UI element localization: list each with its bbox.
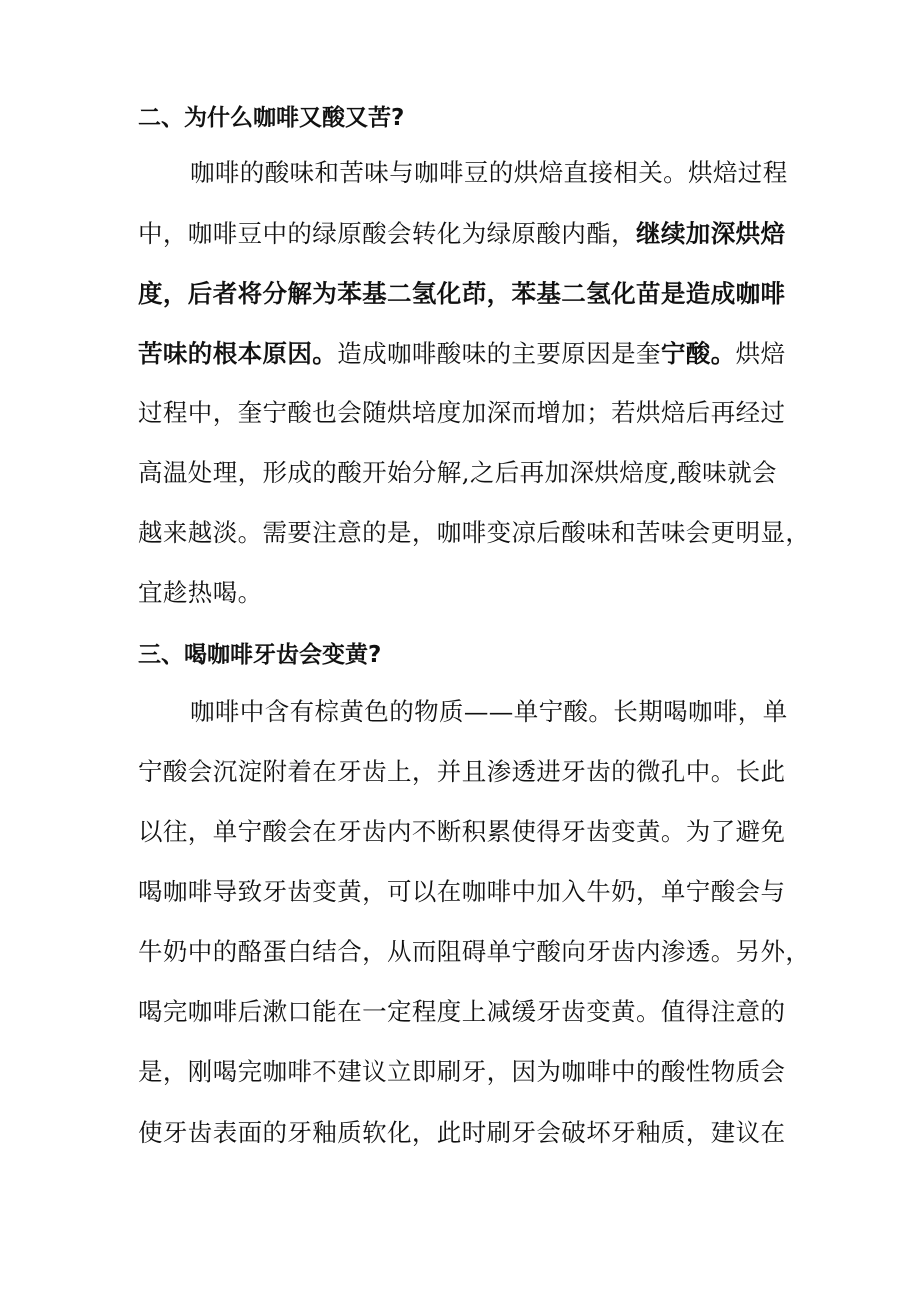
- section-3-line-3: 以往，单宁酸会在牙齿内不断积累使得牙齿变黄。为了避免: [138, 817, 786, 846]
- section-2-line-5: 过程中，奎宁酸也会随烘培度加深而增加；若烘焙后再经过: [138, 398, 786, 427]
- section-2-line-6: 高温处理，形成的酸开始分解,之后再加深烘焙度,酸味就会: [138, 458, 777, 487]
- section-2-line-8: 宜趁热喝。: [138, 578, 263, 607]
- section-3-line-5: 牛奶中的酪蛋白结合，从而阻碍单宁酸向牙齿内渗透。另外，: [138, 937, 811, 966]
- section-3-line-4: 喝咖啡导致牙齿变黄，可以在咖啡中加入牛奶，单宁酸会与: [138, 877, 786, 906]
- section-3-line-8: 使牙齿表面的牙釉质软化，此时刷牙会破坏牙釉质，建议在: [138, 1118, 786, 1147]
- section-3-line-2: 宁酸会沉淀附着在牙齿上，并且渗透进牙齿的微孔中。长此: [138, 757, 786, 786]
- section-3-line-7: 是，刚喝完咖啡不建议立即刷牙，因为咖啡中的酸性物质会: [138, 1057, 786, 1086]
- section-3-line-6: 喝完咖啡后漱口能在一定程度上减缓牙齿变黄。值得注意的: [138, 997, 786, 1026]
- section-2-line-1: 咖啡的酸味和苦味与咖啡豆的烘焙直接相关。烘焙过程: [190, 158, 788, 187]
- section-2-heading: 二、为什么咖啡又酸又苦?: [138, 105, 405, 131]
- section-2-line-2: 中，咖啡豆中的绿原酸会转化为绿原酸内酯，继续加深烘焙: [138, 219, 786, 248]
- section-2-line-3: 度，后者将分解为苯基二氢化茚，苯基二氢化苗是造成咖啡: [138, 279, 786, 308]
- section-3-heading: 三、喝咖啡牙齿会变黄?: [138, 642, 382, 668]
- section-3-line-1: 咖啡中含有棕黄色的物质——单宁酸。长期喝咖啡，单: [190, 697, 788, 726]
- section-2-line-4: 苦味的根本原因。造成咖啡酸味的主要原因是奎宁酸。烘焙: [138, 339, 786, 368]
- section-2-line-7: 越来越淡。需要注意的是，咖啡变凉后酸味和苦味会更明显，: [138, 518, 811, 547]
